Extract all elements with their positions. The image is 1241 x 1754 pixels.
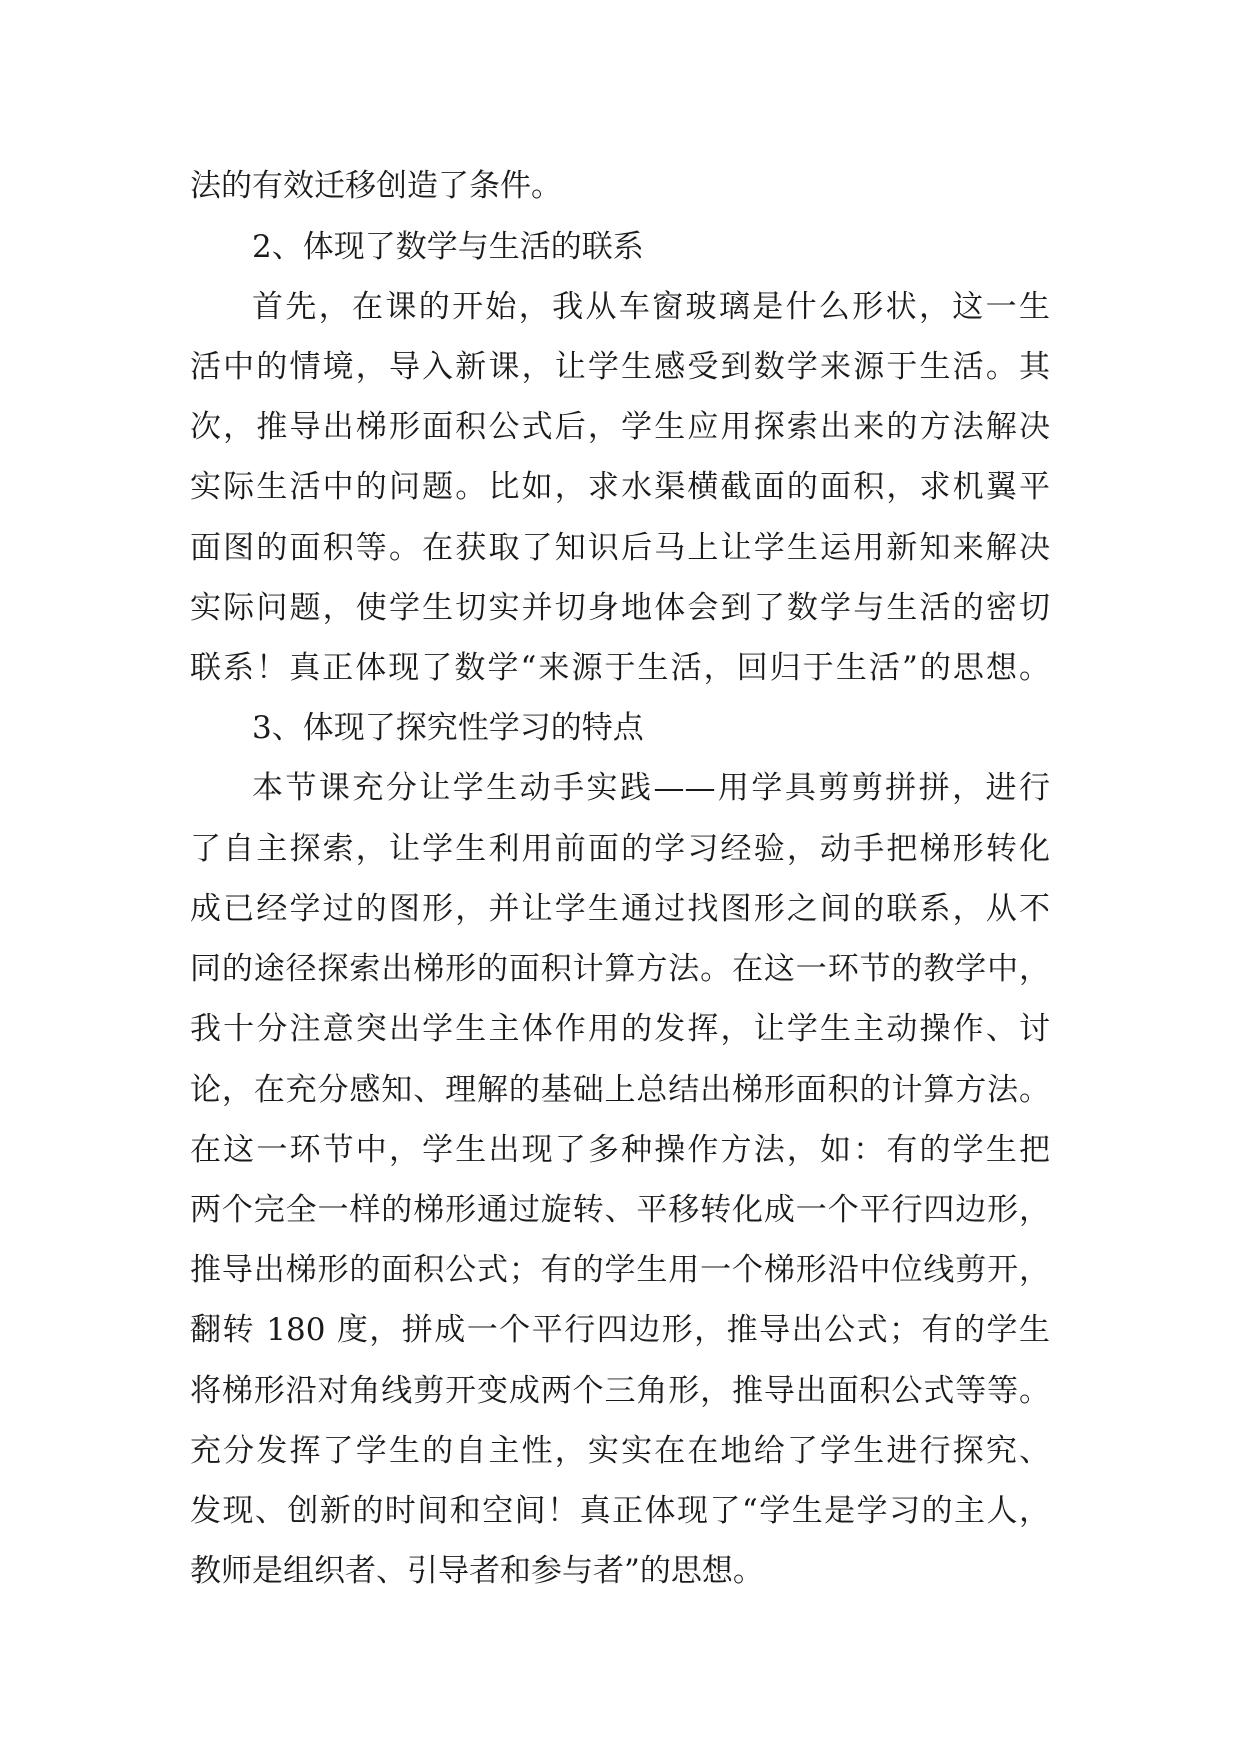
text-line: 实际问题，使学生切实并切身地体会到了数学与生活的密切: [190, 590, 1050, 626]
text-line: 本节课充分让学生动手实践——用学具剪剪拼拼，进行: [252, 770, 1050, 806]
text-line: 活中的情境，导入新课，让学生感受到数学来源于生活。其: [190, 349, 1050, 385]
text-line: 翻转 180 度，拼成一个平行四边形，推导出公式；有的学生: [190, 1312, 1050, 1348]
text-line: 同的途径探索出梯形的面积计算方法。在这一环节的教学中，: [190, 951, 1050, 987]
text-line: 充分发挥了学生的自主性，实实在在地给了学生进行探究、: [190, 1433, 1050, 1469]
text-line: 将梯形沿对角线剪开变成两个三角形，推导出面积公式等等。: [190, 1373, 1050, 1409]
text-line: 了自主探索，让学生利用前面的学习经验，动手把梯形转化: [190, 831, 1050, 867]
text-line: 推导出梯形的面积公式；有的学生用一个梯形沿中位线剪开，: [190, 1252, 1050, 1288]
text-line: 实际生活中的问题。比如，求水渠横截面的面积，求机翼平: [190, 469, 1050, 505]
text-line: 首先，在课的开始，我从车窗玻璃是什么形状，这一生: [252, 289, 1050, 325]
text-line: 法的有效迁移创造了条件。: [190, 168, 562, 204]
section-heading: 3、体现了探究性学习的特点: [252, 710, 644, 746]
text-line: 教师是组织者、引导者和参与者”的思想。: [190, 1553, 764, 1589]
text-line: 论，在充分感知、理解的基础上总结出梯形面积的计算方法。: [190, 1072, 1050, 1108]
text-line: 两个完全一样的梯形通过旋转、平移转化成一个平行四边形，: [190, 1192, 1050, 1228]
text-line: 次，推导出梯形面积公式后，学生应用探索出来的方法解决: [190, 409, 1050, 445]
text-line: 面图的面积等。在获取了知识后马上让学生运用新知来解决: [190, 530, 1050, 566]
text-line: 我十分注意突出学生主体作用的发挥，让学生主动操作、讨: [190, 1011, 1050, 1047]
text-line: 发现、创新的时间和空间！真正体现了“学生是学习的主人，: [190, 1493, 1050, 1529]
text-line: 成已经学过的图形，并让学生通过找图形之间的联系，从不: [190, 891, 1050, 927]
text-line: 在这一环节中，学生出现了多种操作方法，如：有的学生把: [190, 1132, 1050, 1168]
section-heading: 2、体现了数学与生活的联系: [252, 229, 644, 265]
text-line: 联系！真正体现了数学“来源于生活，回归于生活”的思想。: [190, 650, 1050, 686]
